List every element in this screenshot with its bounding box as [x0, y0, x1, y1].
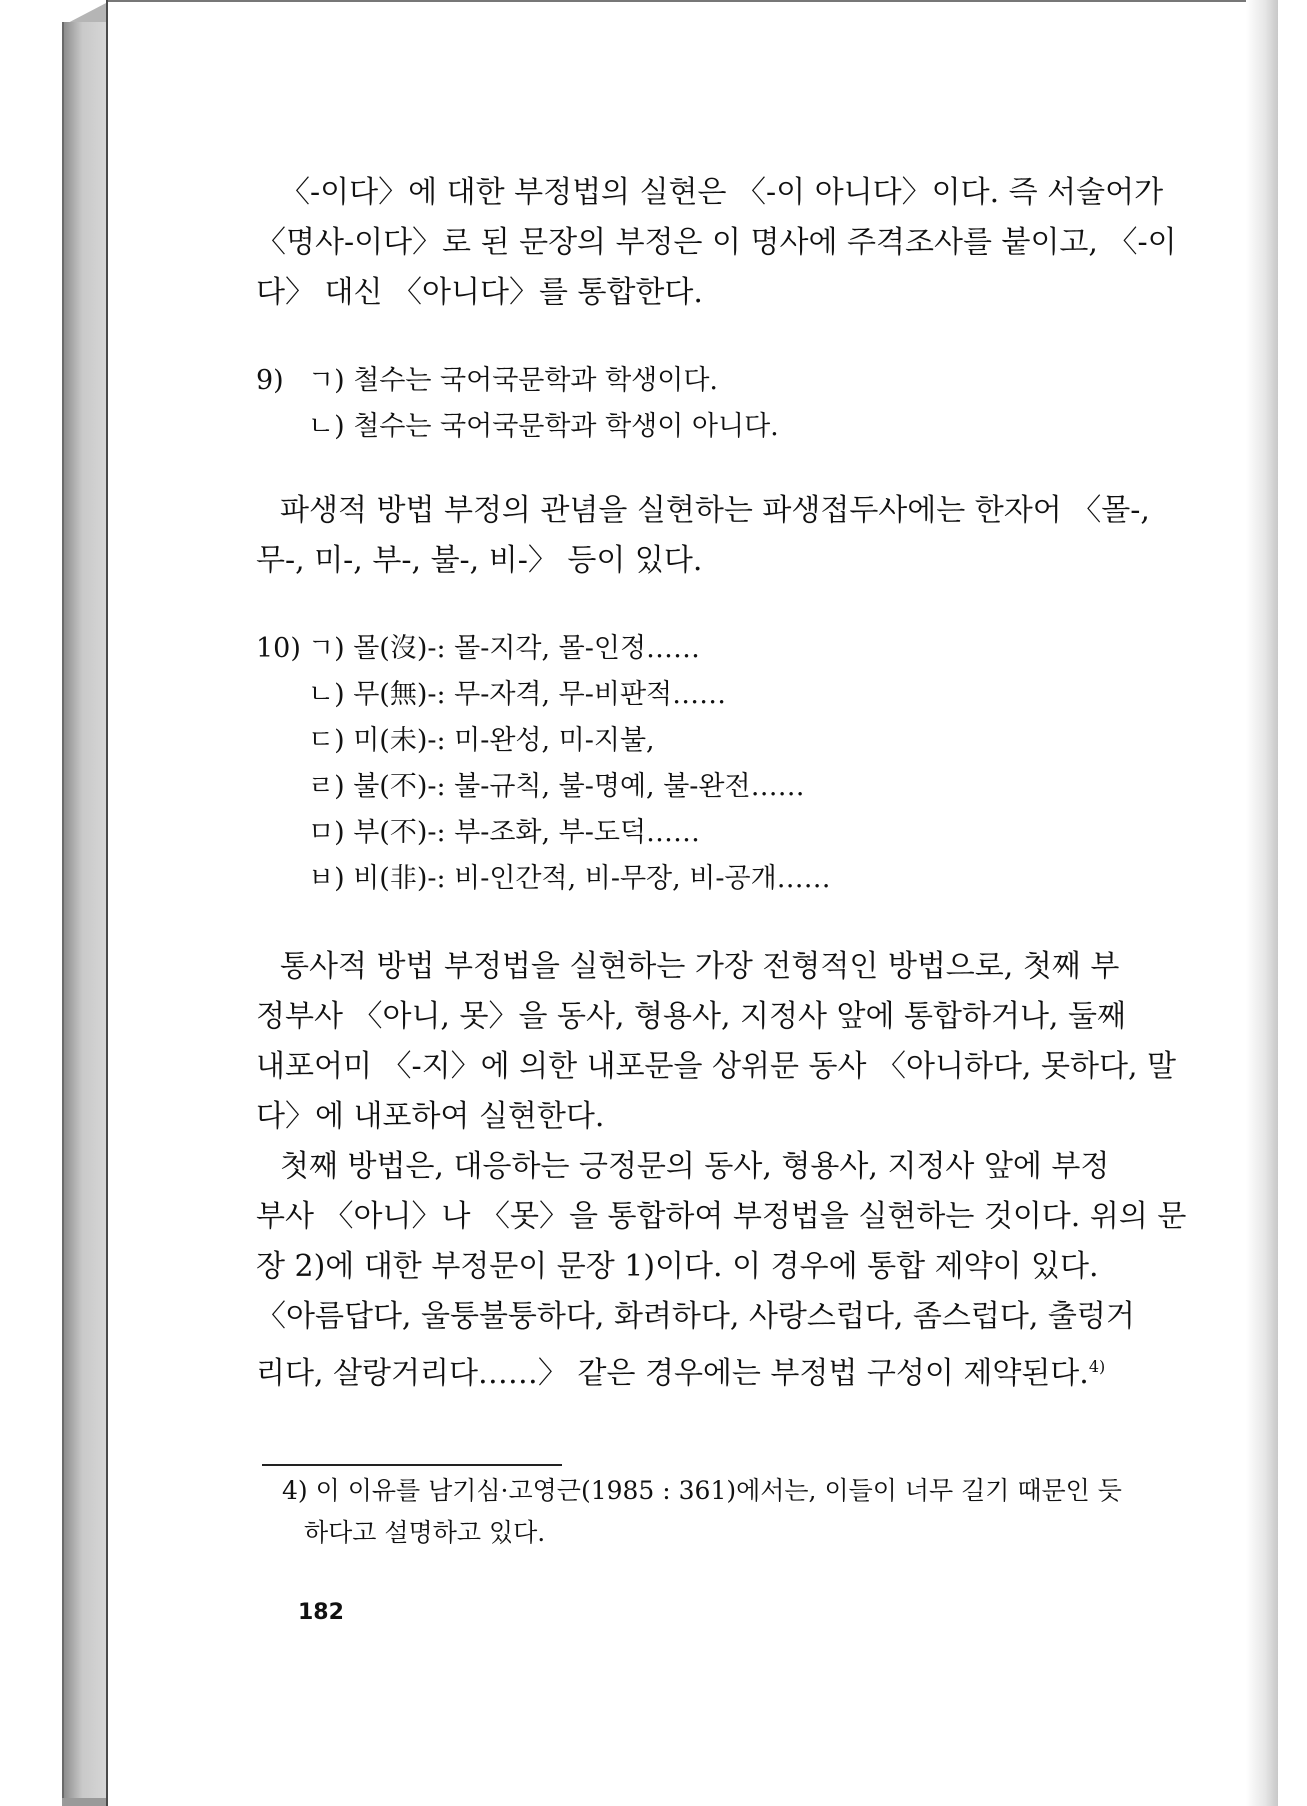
paragraph-idа-negation	[256, 168, 1177, 318]
footnote-divider	[262, 1464, 562, 1466]
example-number: 10)	[256, 633, 301, 664]
example-line: ㄹ) 불(不)-: 불-규칙, 불-명예, 불-완전……	[308, 771, 805, 802]
text-line: 첫째 방법은, 대응하는 긍정문의 동사, 형용사, 지정사 앞에 부정	[280, 1149, 1110, 1184]
text-line: 장 2)에 대한 부정문이 문장 1)이다. 이 경우에 통합 제약이 있다.	[256, 1249, 1099, 1284]
page-content	[256, 168, 1187, 1399]
page-edge-shadow	[1246, 0, 1278, 1806]
text-span: 리다, 살랑거리다……〉 같은 경우에는 부정법 구성이 제약된다.	[256, 1356, 1089, 1391]
text-line: 무-, 미-, 부-, 불-, 비-〉 등이 있다.	[256, 543, 703, 578]
text-line: 내포어미 〈-지〉에 의한 내포문을 상위문 동사 〈아니하다, 못하다, 말	[256, 1049, 1176, 1084]
book-spine-bottom	[62, 1798, 108, 1806]
text-line	[256, 486, 1156, 536]
paragraph-derivational	[256, 486, 1156, 586]
book-spine	[62, 22, 110, 1800]
footnote-line: 하다고 설명하고 있다.	[304, 1518, 546, 1547]
text-line: 〈아름답다, 울퉁불퉁하다, 화려하다, 사랑스럽다, 좀스럽다, 출렁거	[256, 1299, 1135, 1334]
example-line: ㄴ) 철수는 국어국문학과 학생이 아니다.	[308, 411, 779, 442]
example-9	[256, 358, 1156, 450]
page-number: 182	[298, 1600, 344, 1625]
text-line: 〈명사-이다〉로 된 문장의 부정은 이 명사에 주격조사를 붙이고, 〈-이	[256, 225, 1177, 260]
example-number: 9)	[256, 365, 284, 396]
text-line	[256, 1342, 1156, 1399]
example-line: ㅁ) 부(不)-: 부-조화, 부-도덕……	[308, 817, 701, 848]
footnote-line: 4) 이 이유를 남기심·고영근(1985 : 361)에서는, 이들이 너무 길기 때문인 듯	[282, 1476, 1122, 1505]
example-line	[256, 626, 1156, 672]
example-text: ㄱ) 철수는 국어국문학과 학생이다.	[308, 365, 719, 396]
section-heading: 파생적 방법	[280, 493, 435, 528]
example-10	[256, 626, 1156, 902]
text-line: 다〉 대신 〈아니다〉를 통합한다.	[256, 275, 703, 310]
example-line: ㄷ) 미(未)-: 미-완성, 미-지불,	[308, 725, 655, 756]
text-span: 부정법을 실현하는 가장 전형적인 방법으로, 첫째 부	[434, 949, 1120, 984]
example-line: ㅂ) 비(非)-: 비-인간적, 비-무장, 비-공개……	[308, 863, 831, 894]
example-line	[256, 358, 1156, 404]
text-line: 다〉에 내포하여 실현한다.	[256, 1099, 605, 1134]
text-line: 〈-이다〉에 대한 부정법의 실현은 〈-이 아니다〉이다. 즉 서술어가	[280, 175, 1164, 210]
footnote-marker[interactable]: 4)	[1088, 1357, 1106, 1376]
example-text: ㄱ) 몰(沒)-: 몰-지각, 몰-인정……	[308, 633, 701, 664]
footnote	[282, 1470, 1162, 1554]
paragraph-syntactic	[256, 942, 1176, 1142]
text-line: 부사 〈아니〉나 〈못〉을 통합하여 부정법을 실현하는 것이다. 위의 문	[256, 1199, 1187, 1234]
example-line: ㄴ) 무(無)-: 무-자격, 무-비판적……	[308, 679, 727, 710]
section-heading: 통사적 방법	[280, 949, 435, 984]
text-line	[256, 942, 1156, 992]
text-span: 부정의 관념을 실현하는 파생접두사에는 한자어 〈몰-,	[434, 493, 1150, 528]
text-line: 정부사 〈아니, 못〉을 동사, 형용사, 지정사 앞에 통합하거나, 둘째	[256, 999, 1126, 1034]
paragraph-first-method	[256, 1142, 1187, 1399]
